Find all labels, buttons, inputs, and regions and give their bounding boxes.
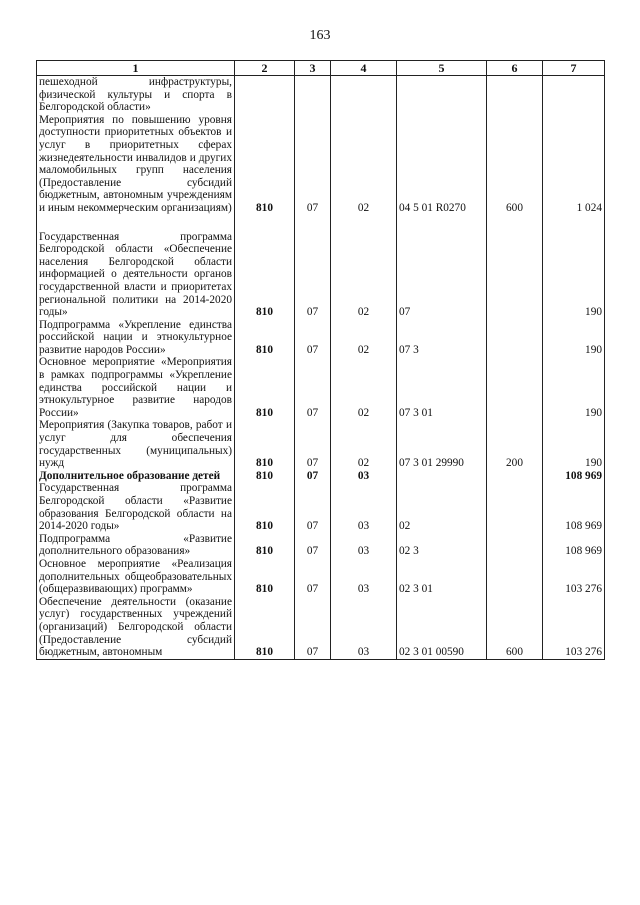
row-code-cell: 810: [235, 482, 295, 532]
spacer-cell: [235, 215, 295, 231]
column-header-6: 6: [487, 61, 543, 76]
spacer-cell: [397, 215, 487, 231]
column-header-3: 3: [295, 61, 331, 76]
row-target-article-cell: [397, 76, 487, 114]
column-header-7: 7: [543, 61, 605, 76]
column-header-4: 4: [331, 61, 397, 76]
row-expense-type-cell: [487, 76, 543, 114]
table-row: [37, 533, 605, 558]
row-amount-cell: 108 969: [543, 482, 605, 532]
row-amount-cell: 1 024: [543, 114, 605, 215]
row-name-cell: Мероприятия (Закупка товаров, работ и услуг для обеспечения государственных (муниципальных) нужд: [37, 419, 235, 469]
row-expense-type-cell: 600: [487, 596, 543, 659]
table-row: [37, 558, 605, 596]
spacer-cell: [295, 215, 331, 231]
page-number: 163: [309, 28, 331, 43]
row-target-article-cell: 07: [397, 231, 487, 319]
row-target-article-cell: 07 3: [397, 319, 487, 357]
row-code-cell: 810: [235, 558, 295, 596]
row-target-article-cell: 04 5 01 R0270: [397, 114, 487, 215]
row-section-cell: 07: [295, 356, 331, 419]
row-target-article-cell: [397, 470, 487, 483]
table-row: [37, 596, 605, 659]
spacer-row: [37, 215, 605, 231]
table-row: [37, 114, 605, 215]
row-subsection-cell: 02: [331, 356, 397, 419]
row-expense-type-cell: [487, 231, 543, 319]
row-subsection-cell: [331, 76, 397, 114]
table-row: [37, 482, 605, 532]
row-target-article-cell: 02: [397, 482, 487, 532]
row-amount-cell: 108 969: [543, 533, 605, 558]
row-expense-type-cell: [487, 482, 543, 532]
row-amount-cell: [543, 76, 605, 114]
budget-table: [36, 60, 605, 660]
row-amount-cell: 190: [543, 231, 605, 319]
row-subsection-cell: 03: [331, 596, 397, 659]
row-code-cell: 810: [235, 419, 295, 469]
row-name-cell: Государственная программа Белгородской области «Обеспечение населения Белгородской области информацией о деятельности органов государственной власти и приоритетах региональной политики на 2014-2020 годы»: [37, 231, 235, 319]
row-code-cell: 810: [235, 533, 295, 558]
spacer-cell: [331, 215, 397, 231]
row-subsection-cell: 03: [331, 470, 397, 483]
row-amount-cell: 103 276: [543, 596, 605, 659]
row-name-cell: Подпрограмма «Развитие дополнительного образования»: [37, 533, 235, 558]
row-expense-type-cell: [487, 356, 543, 419]
row-section-cell: 07: [295, 482, 331, 532]
row-name-cell: Обеспечение деятельности (оказание услуг) государственных учреждений (организаций) Белгородской области (Предоставление субсидий бюджетным, автономным: [37, 596, 235, 659]
row-expense-type-cell: [487, 558, 543, 596]
table-row: [37, 419, 605, 469]
row-target-article-cell: 07 3 01 29990: [397, 419, 487, 469]
row-name-cell: пешеходной инфраструктуры, физической культуры и спорта в Белгородской области»: [37, 76, 235, 114]
row-section-cell: 07: [295, 596, 331, 659]
spacer-cell: [487, 215, 543, 231]
column-header-2: 2: [235, 61, 295, 76]
row-section-cell: 07: [295, 533, 331, 558]
row-amount-cell: 190: [543, 356, 605, 419]
row-section-cell: [295, 76, 331, 114]
row-code-cell: 810: [235, 114, 295, 215]
table-row: [37, 356, 605, 419]
row-amount-cell: 108 969: [543, 470, 605, 483]
row-target-article-cell: 02 3: [397, 533, 487, 558]
row-amount-cell: 190: [543, 419, 605, 469]
table-row: [37, 319, 605, 357]
row-subsection-cell: 02: [331, 114, 397, 215]
spacer-cell: [37, 215, 235, 231]
row-expense-type-cell: 200: [487, 419, 543, 469]
row-amount-cell: 190: [543, 319, 605, 357]
row-section-cell: 07: [295, 558, 331, 596]
row-target-article-cell: 07 3 01: [397, 356, 487, 419]
table-row: [37, 470, 605, 483]
row-code-cell: 810: [235, 231, 295, 319]
column-header-1: 1: [37, 61, 235, 76]
row-code-cell: 810: [235, 596, 295, 659]
row-subsection-cell: 03: [331, 558, 397, 596]
row-name-cell: Государственная программа Белгородской области «Развитие образования Белгородской области на 2014-2020 годы»: [37, 482, 235, 532]
row-name-cell: Мероприятия по повышению уровня доступности приоритетных объектов и услуг в приоритетных сферах жизнедеятельности инвалидов и других маломобильных групп населения (Предоставление субсидий бюджетным, автономным учреждениям и иным некоммерческим организациям): [37, 114, 235, 215]
row-code-cell: [235, 76, 295, 114]
row-code-cell: 810: [235, 356, 295, 419]
row-subsection-cell: 02: [331, 319, 397, 357]
row-code-cell: 810: [235, 470, 295, 483]
row-expense-type-cell: [487, 470, 543, 483]
row-name-cell: Основное мероприятие «Мероприятия в рамках подпрограммы «Укрепление единства российской нации и этнокультурное развитие народов России»: [37, 356, 235, 419]
row-section-cell: 07: [295, 470, 331, 483]
table-header-row: [37, 61, 605, 76]
row-name-cell: Дополнительное образование детей: [37, 470, 235, 483]
row-amount-cell: 103 276: [543, 558, 605, 596]
row-section-cell: 07: [295, 114, 331, 215]
row-target-article-cell: 02 3 01: [397, 558, 487, 596]
row-name-cell: Подпрограмма «Укрепление единства российской нации и этнокультурное развитие народов России»: [37, 319, 235, 357]
row-code-cell: 810: [235, 319, 295, 357]
row-expense-type-cell: 600: [487, 114, 543, 215]
spacer-cell: [543, 215, 605, 231]
table-row: [37, 231, 605, 319]
row-expense-type-cell: [487, 319, 543, 357]
row-subsection-cell: 03: [331, 482, 397, 532]
row-expense-type-cell: [487, 533, 543, 558]
table-row: [37, 76, 605, 114]
row-subsection-cell: 02: [331, 231, 397, 319]
row-section-cell: 07: [295, 419, 331, 469]
row-section-cell: 07: [295, 231, 331, 319]
row-name-cell: Основное мероприятие «Реализация дополнительных общеобразовательных (общеразвивающих) программ»: [37, 558, 235, 596]
row-subsection-cell: 02: [331, 419, 397, 469]
row-section-cell: 07: [295, 319, 331, 357]
column-header-5: 5: [397, 61, 487, 76]
row-subsection-cell: 03: [331, 533, 397, 558]
row-target-article-cell: 02 3 01 00590: [397, 596, 487, 659]
